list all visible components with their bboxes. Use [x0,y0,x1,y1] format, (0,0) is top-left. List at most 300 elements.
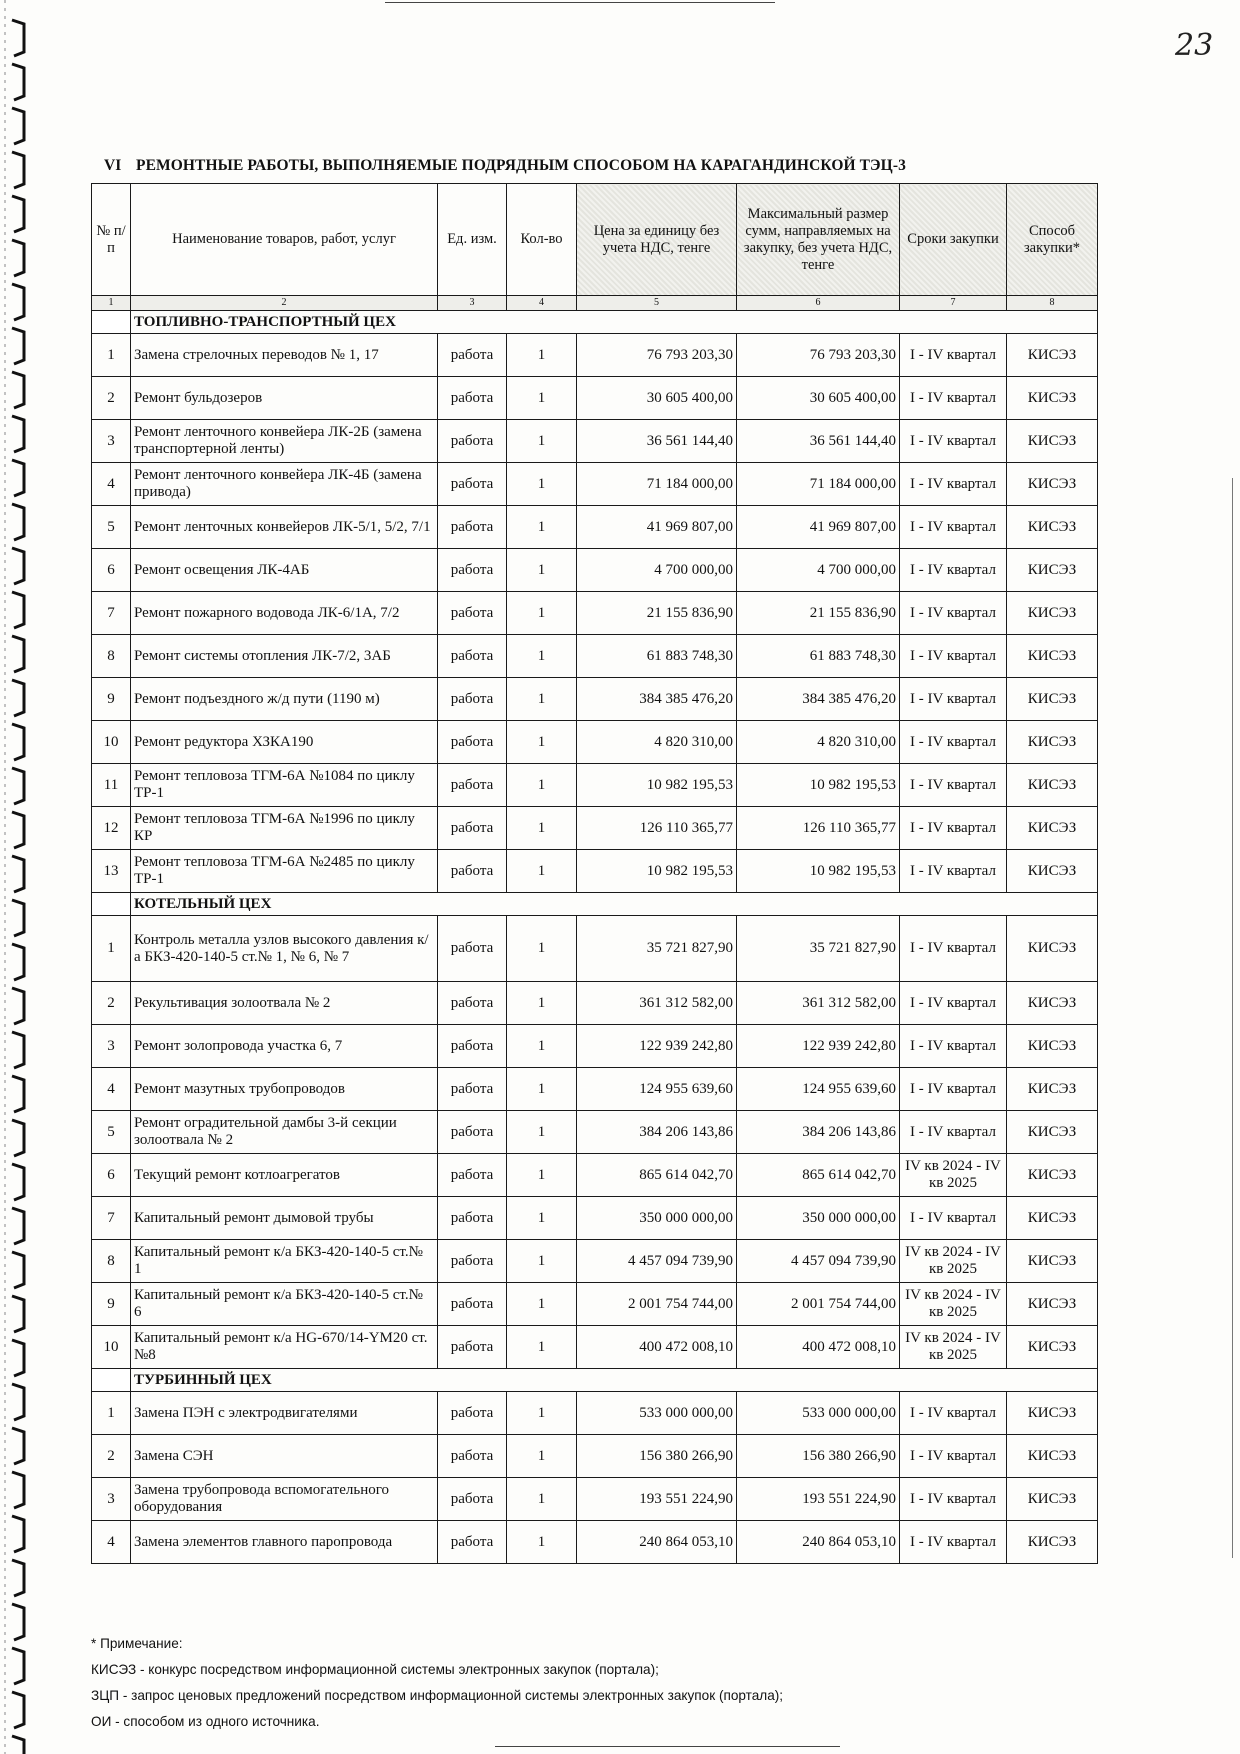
cell-unit: работа [438,721,507,764]
cell-procurement-method: КИСЭЗ [1007,549,1098,592]
cell-procurement-method: КИСЭЗ [1007,1240,1098,1283]
right-margin-line [1232,478,1233,1558]
cell-unit: работа [438,1435,507,1478]
cell-max-sum: 865 614 042,70 [737,1154,900,1197]
cell-procurement-period: I - IV квартал [900,420,1007,463]
table-row [92,1111,1098,1154]
binding-staple-mark [12,152,24,188]
table-row [92,764,1098,807]
cell-row-number: 6 [92,1154,131,1197]
binding-staple-mark [12,812,24,848]
cell-procurement-method: КИСЭЗ [1007,916,1098,982]
binding-staple-mark [12,988,24,1024]
cell-unit: работа [438,982,507,1025]
cell-max-sum: 240 864 053,10 [737,1521,900,1564]
cell-procurement-period: I - IV квартал [900,850,1007,893]
table-row [92,916,1098,982]
cell-row-number: 9 [92,1283,131,1326]
column-number-row [92,296,1098,311]
cell-quantity: 1 [507,721,577,764]
cell-item-name: Замена элементов главного паропровода [131,1521,438,1564]
cell-max-sum: 124 955 639,60 [737,1068,900,1111]
cell-unit-price: 30 605 400,00 [577,377,737,420]
cell-row-number: 1 [92,916,131,982]
cell-unit-price: 10 982 195,53 [577,850,737,893]
table-row [92,1068,1098,1111]
binding-staple-mark [12,504,24,540]
binding-staple-mark [12,1208,24,1244]
cell-quantity: 1 [507,1197,577,1240]
cell-procurement-method: КИСЭЗ [1007,1197,1098,1240]
section-title: ТУРБИННЫЙ ЦЕХ [131,1369,1098,1392]
cell-item-name: Ремонт системы отопления ЛК-7/2, 3АБ [131,635,438,678]
binding-staple-mark [12,1076,24,1112]
col-header-number: № п/п [92,184,131,296]
cell-procurement-period: I - IV квартал [900,334,1007,377]
section-row [92,1369,1098,1392]
cell-procurement-method: КИСЭЗ [1007,1283,1098,1326]
binding-staple-mark [12,460,24,496]
cell-procurement-period: I - IV квартал [900,982,1007,1025]
cell-row-number: 4 [92,1068,131,1111]
table-header-row [92,184,1098,296]
cell-unit: работа [438,764,507,807]
cell-max-sum: 36 561 144,40 [737,420,900,463]
cell-procurement-method: КИСЭЗ [1007,1068,1098,1111]
table-row [92,1240,1098,1283]
cell-max-sum: 10 982 195,53 [737,764,900,807]
cell-procurement-period: I - IV квартал [900,1435,1007,1478]
cell-item-name: Ремонт подъездного ж/д пути (1190 м) [131,678,438,721]
cell-row-number: 7 [92,1197,131,1240]
cell-max-sum: 10 982 195,53 [737,850,900,893]
cell-unit-price: 400 472 008,10 [577,1326,737,1369]
cell-quantity: 1 [507,377,577,420]
cell-unit: работа [438,506,507,549]
cell-unit-price: 10 982 195,53 [577,764,737,807]
cell-quantity: 1 [507,420,577,463]
binding-staple-mark [12,1164,24,1200]
cell-item-name: Ремонт освещения ЛК-4АБ [131,549,438,592]
col-number: 3 [438,296,507,311]
cell-unit: работа [438,1111,507,1154]
cell-item-name: Ремонт оградительной дамбы 3-й секции золоотвала № 2 [131,1111,438,1154]
cell-row-number: 5 [92,1111,131,1154]
cell-procurement-period: I - IV квартал [900,1111,1007,1154]
cell-max-sum: 4 700 000,00 [737,549,900,592]
col-header-name: Наименование товаров, работ, услуг [131,184,438,296]
cell-row-number: 11 [92,764,131,807]
cell-max-sum: 361 312 582,00 [737,982,900,1025]
binding-staple-mark [12,724,24,760]
cell-quantity: 1 [507,549,577,592]
section-row [92,893,1098,916]
repair-works-table [91,183,1098,1564]
cell-row-number: 13 [92,850,131,893]
cell-procurement-method: КИСЭЗ [1007,850,1098,893]
table-row [92,334,1098,377]
cell-max-sum: 35 721 827,90 [737,916,900,982]
binding-staple-mark [12,328,24,364]
table-row [92,1025,1098,1068]
cell-procurement-method: КИСЭЗ [1007,506,1098,549]
cell-quantity: 1 [507,1111,577,1154]
cell-item-name: Ремонт тепловоза ТГМ-6А №1084 по циклу ТР-1 [131,764,438,807]
cell-item-name: Рекультивация золоотвала № 2 [131,982,438,1025]
cell-row-number: 6 [92,549,131,592]
cell-unit: работа [438,592,507,635]
cell-procurement-method: КИСЭЗ [1007,1326,1098,1369]
cell-quantity: 1 [507,850,577,893]
cell-unit: работа [438,334,507,377]
table-row [92,1392,1098,1435]
col-number: 5 [577,296,737,311]
cell-procurement-method: КИСЭЗ [1007,334,1098,377]
cell-procurement-period: I - IV квартал [900,635,1007,678]
handwritten-page-number: 23 [1175,28,1214,63]
bottom-rule [495,1746,840,1747]
cell-procurement-method: КИСЭЗ [1007,592,1098,635]
cell-item-name: Капитальный ремонт дымовой трубы [131,1197,438,1240]
cell-row-number: 2 [92,1435,131,1478]
cell-unit: работа [438,420,507,463]
cell-item-name: Ремонт ленточного конвейера ЛК-4Б (замена привода) [131,463,438,506]
cell-quantity: 1 [507,764,577,807]
table-row [92,506,1098,549]
cell-unit: работа [438,678,507,721]
cell-procurement-period: I - IV квартал [900,1521,1007,1564]
table-row [92,592,1098,635]
cell-procurement-method: КИСЭЗ [1007,1392,1098,1435]
cell-row-number: 3 [92,420,131,463]
cell-max-sum: 41 969 807,00 [737,506,900,549]
table-row [92,463,1098,506]
table-row [92,1197,1098,1240]
table-row [92,1154,1098,1197]
binding-staple-mark [12,1340,24,1376]
cell-unit: работа [438,1392,507,1435]
binding-staple-mark [12,1692,24,1728]
cell-unit: работа [438,1283,507,1326]
cell-procurement-period: I - IV квартал [900,592,1007,635]
cell-procurement-period: I - IV квартал [900,549,1007,592]
binding-staple-mark [12,1384,24,1420]
cell-procurement-period: I - IV квартал [900,463,1007,506]
cell-row-number: 10 [92,721,131,764]
section-title: РЕМОНТНЫЕ РАБОТЫ, ВЫПОЛНЯЕМЫЕ ПОДРЯДНЫМ СПОСОБОМ НА КАРАГАНДИНСКОЙ ТЭЦ-3 [136,157,906,174]
cell-quantity: 1 [507,506,577,549]
cell-procurement-period: I - IV квартал [900,377,1007,420]
cell-max-sum: 4 820 310,00 [737,721,900,764]
binding-staple-mark [12,284,24,320]
cell-procurement-method: КИСЭЗ [1007,1478,1098,1521]
binding-staple-mark [12,240,24,276]
binding-staple-mark [12,548,24,584]
binding-staple-mark [12,196,24,232]
cell-procurement-period: I - IV квартал [900,916,1007,982]
col-header-qty: Кол-во [507,184,577,296]
binding-staple-mark [12,1032,24,1068]
cell-unit: работа [438,850,507,893]
col-number: 8 [1007,296,1098,311]
cell-procurement-period: I - IV квартал [900,807,1007,850]
section-title: ТОПЛИВНО-ТРАНСПОРТНЫЙ ЦЕХ [131,311,1098,334]
stitched-binding-edge [0,0,30,1754]
cell-unit-price: 865 614 042,70 [577,1154,737,1197]
cell-row-number: 8 [92,1240,131,1283]
cell-procurement-period: IV кв 2024 - IV кв 2025 [900,1326,1007,1369]
cell-row-number: 7 [92,592,131,635]
cell-unit-price: 533 000 000,00 [577,1392,737,1435]
binding-staple-mark [12,108,24,144]
cell-unit-price: 126 110 365,77 [577,807,737,850]
cell-item-name: Замена стрелочных переводов № 1, 17 [131,334,438,377]
col-number: 1 [92,296,131,311]
cell-procurement-period: I - IV квартал [900,678,1007,721]
cell-unit-price: 384 385 476,20 [577,678,737,721]
section-blank-cell [92,311,131,334]
table-row [92,678,1098,721]
cell-row-number: 1 [92,334,131,377]
cell-max-sum: 61 883 748,30 [737,635,900,678]
col-header-price: Цена за единицу без учета НДС, тенге [577,184,737,296]
section-row [92,311,1098,334]
cell-quantity: 1 [507,1154,577,1197]
cell-row-number: 4 [92,463,131,506]
cell-procurement-period: I - IV квартал [900,1478,1007,1521]
cell-unit: работа [438,1068,507,1111]
cell-procurement-method: КИСЭЗ [1007,982,1098,1025]
cell-unit-price: 61 883 748,30 [577,635,737,678]
cell-procurement-method: КИСЭЗ [1007,1111,1098,1154]
cell-item-name: Ремонт бульдозеров [131,377,438,420]
cell-unit-price: 361 312 582,00 [577,982,737,1025]
cell-procurement-method: КИСЭЗ [1007,1025,1098,1068]
cell-quantity: 1 [507,463,577,506]
cell-unit: работа [438,1025,507,1068]
col-number: 6 [737,296,900,311]
table-row [92,1283,1098,1326]
binding-staple-mark [12,900,24,936]
cell-max-sum: 30 605 400,00 [737,377,900,420]
cell-max-sum: 4 457 094 739,90 [737,1240,900,1283]
section-title: КОТЕЛЬНЫЙ ЦЕХ [131,893,1098,916]
top-rule [385,2,775,3]
footnote-oi: ОИ - способом из одного источника. [91,1714,320,1729]
cell-quantity: 1 [507,1283,577,1326]
cell-row-number: 12 [92,807,131,850]
table-row [92,1326,1098,1369]
binding-staple-mark [12,1604,24,1640]
cell-unit-price: 4 700 000,00 [577,549,737,592]
cell-unit-price: 4 457 094 739,90 [577,1240,737,1283]
cell-quantity: 1 [507,1326,577,1369]
binding-staple-mark [12,1516,24,1552]
col-header-method: Способ закупки* [1007,184,1098,296]
cell-procurement-period: I - IV квартал [900,1025,1007,1068]
cell-unit-price: 193 551 224,90 [577,1478,737,1521]
cell-procurement-period: IV кв 2024 - IV кв 2025 [900,1154,1007,1197]
cell-item-name: Ремонт пожарного водовода ЛК-6/1А, 7/2 [131,592,438,635]
table-row [92,721,1098,764]
binding-staple-mark [12,372,24,408]
binding-staple-mark [12,768,24,804]
cell-unit: работа [438,463,507,506]
cell-max-sum: 193 551 224,90 [737,1478,900,1521]
table-row [92,420,1098,463]
binding-staple-mark [12,1648,24,1684]
cell-row-number: 5 [92,506,131,549]
cell-unit-price: 71 184 000,00 [577,463,737,506]
cell-item-name: Текущий ремонт котлоагрегатов [131,1154,438,1197]
cell-procurement-method: КИСЭЗ [1007,1154,1098,1197]
footnote-title: * Примечание: [91,1636,183,1651]
cell-row-number: 2 [92,982,131,1025]
table-row [92,1521,1098,1564]
table-row [92,549,1098,592]
cell-unit: работа [438,635,507,678]
cell-procurement-method: КИСЭЗ [1007,1435,1098,1478]
cell-quantity: 1 [507,807,577,850]
cell-quantity: 1 [507,678,577,721]
cell-unit: работа [438,1197,507,1240]
cell-procurement-method: КИСЭЗ [1007,1521,1098,1564]
cell-unit: работа [438,1154,507,1197]
cell-item-name: Капитальный ремонт к/а БКЗ-420-140-5 ст.№ 6 [131,1283,438,1326]
cell-quantity: 1 [507,334,577,377]
cell-row-number: 9 [92,678,131,721]
cell-row-number: 2 [92,377,131,420]
cell-max-sum: 533 000 000,00 [737,1392,900,1435]
cell-item-name: Капитальный ремонт к/а HG-670/14-YM20 ст.№8 [131,1326,438,1369]
cell-procurement-period: I - IV квартал [900,721,1007,764]
cell-item-name: Капитальный ремонт к/а БКЗ-420-140-5 ст.№ 1 [131,1240,438,1283]
cell-unit-price: 35 721 827,90 [577,916,737,982]
cell-procurement-period: IV кв 2024 - IV кв 2025 [900,1283,1007,1326]
cell-unit: работа [438,377,507,420]
cell-row-number: 8 [92,635,131,678]
binding-staple-mark [12,856,24,892]
binding-staple-mark [12,1560,24,1596]
cell-unit-price: 36 561 144,40 [577,420,737,463]
binding-staple-mark [12,1296,24,1332]
cell-procurement-method: КИСЭЗ [1007,678,1098,721]
cell-item-name: Контроль металла узлов высокого давления к/а БКЗ-420-140-5 ст.№ 1, № 6, № 7 [131,916,438,982]
cell-unit-price: 2 001 754 744,00 [577,1283,737,1326]
cell-unit-price: 350 000 000,00 [577,1197,737,1240]
cell-item-name: Ремонт мазутных трубопроводов [131,1068,438,1111]
table-row [92,850,1098,893]
footnote-kisez: КИСЭЗ - конкурс посредством информационной системы электронных закупок (портала); [91,1662,659,1677]
cell-item-name: Ремонт тепловоза ТГМ-6А №2485 по циклу ТР-1 [131,850,438,893]
cell-quantity: 1 [507,1240,577,1283]
cell-item-name: Ремонт золопровода участка 6, 7 [131,1025,438,1068]
cell-procurement-method: КИСЭЗ [1007,807,1098,850]
cell-row-number: 10 [92,1326,131,1369]
cell-procurement-method: КИСЭЗ [1007,635,1098,678]
cell-procurement-period: I - IV квартал [900,764,1007,807]
table-row [92,982,1098,1025]
col-number: 7 [900,296,1007,311]
footnote-zcp: ЗЦП - запрос ценовых предложений посредством информационной системы электронных закупок (портала); [91,1688,784,1703]
cell-unit: работа [438,807,507,850]
cell-unit: работа [438,1478,507,1521]
cell-max-sum: 156 380 266,90 [737,1435,900,1478]
col-header-max-sum: Максимальный размер сумм, направляемых на закупку, без учета НДС, тенге [737,184,900,296]
binding-staple-mark [12,416,24,452]
cell-row-number: 3 [92,1025,131,1068]
cell-procurement-method: КИСЭЗ [1007,463,1098,506]
cell-max-sum: 126 110 365,77 [737,807,900,850]
cell-procurement-period: I - IV квартал [900,506,1007,549]
cell-procurement-period: I - IV квартал [900,1392,1007,1435]
cell-quantity: 1 [507,1392,577,1435]
cell-unit-price: 240 864 053,10 [577,1521,737,1564]
cell-quantity: 1 [507,982,577,1025]
cell-quantity: 1 [507,592,577,635]
cell-unit: работа [438,1240,507,1283]
table-row [92,377,1098,420]
binding-staple-mark [12,944,24,980]
binding-staple-mark [12,20,24,56]
binding-staple-mark [12,1428,24,1464]
cell-item-name: Замена ПЭН с электродвигателями [131,1392,438,1435]
cell-unit-price: 41 969 807,00 [577,506,737,549]
cell-unit: работа [438,549,507,592]
col-header-period: Сроки закупки [900,184,1007,296]
cell-item-name: Ремонт тепловоза ТГМ-6А №1996 по циклу КР [131,807,438,850]
binding-staple-mark [12,1472,24,1508]
section-number: VI [104,157,122,174]
cell-procurement-method: КИСЭЗ [1007,721,1098,764]
cell-procurement-period: I - IV квартал [900,1068,1007,1111]
cell-procurement-method: КИСЭЗ [1007,377,1098,420]
cell-row-number: 1 [92,1392,131,1435]
cell-max-sum: 350 000 000,00 [737,1197,900,1240]
cell-unit-price: 21 155 836,90 [577,592,737,635]
cell-max-sum: 384 385 476,20 [737,678,900,721]
cell-procurement-period: IV кв 2024 - IV кв 2025 [900,1240,1007,1283]
cell-max-sum: 2 001 754 744,00 [737,1283,900,1326]
section-blank-cell [92,893,131,916]
binding-staple-mark [12,1736,24,1754]
section-blank-cell [92,1369,131,1392]
binding-staple-mark [12,592,24,628]
cell-quantity: 1 [507,1068,577,1111]
cell-unit-price: 124 955 639,60 [577,1068,737,1111]
table-row [92,635,1098,678]
cell-unit: работа [438,1521,507,1564]
cell-quantity: 1 [507,1521,577,1564]
cell-item-name: Ремонт ленточного конвейера ЛК-2Б (замена транспортерной ленты) [131,420,438,463]
binding-staple-mark [12,64,24,100]
cell-unit-price: 384 206 143,86 [577,1111,737,1154]
cell-max-sum: 76 793 203,30 [737,334,900,377]
cell-row-number: 4 [92,1521,131,1564]
cell-unit-price: 4 820 310,00 [577,721,737,764]
cell-unit: работа [438,916,507,982]
binding-staple-mark [12,1252,24,1288]
cell-max-sum: 122 939 242,80 [737,1025,900,1068]
section-heading [104,157,1104,175]
table-row [92,807,1098,850]
cell-max-sum: 384 206 143,86 [737,1111,900,1154]
cell-item-name: Замена трубопровода вспомогательного оборудования [131,1478,438,1521]
binding-staple-mark [12,680,24,716]
cell-quantity: 1 [507,635,577,678]
cell-unit-price: 76 793 203,30 [577,334,737,377]
cell-unit-price: 122 939 242,80 [577,1025,737,1068]
